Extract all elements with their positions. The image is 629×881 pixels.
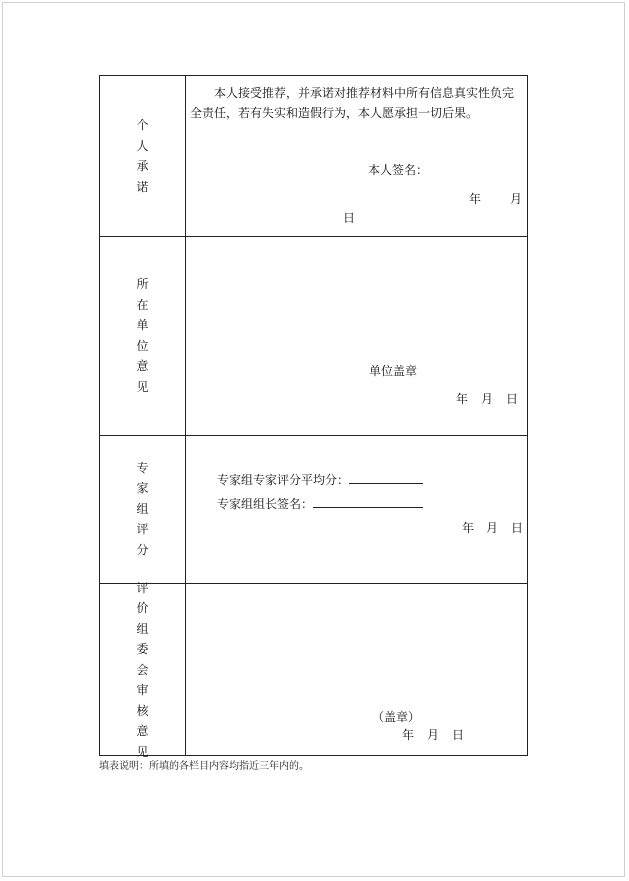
form-table — [99, 75, 528, 759]
signature-label: 本人签名： — [368, 163, 429, 177]
footnote: 填表说明：所填的各栏目内容均指近三年内的。 — [99, 761, 309, 772]
leader-signature-row — [217, 494, 423, 512]
vertical-label — [136, 458, 148, 561]
label-char: 见 — [136, 379, 149, 394]
label-char: 见 — [136, 744, 149, 759]
unit-opinion-label — [100, 236, 185, 435]
label-char: 评 — [136, 522, 149, 537]
unit-seal-label: 单位盖章 — [369, 364, 418, 378]
label-char: 核 — [136, 703, 149, 718]
label-char: 诺 — [136, 179, 149, 194]
expert-score-label — [100, 435, 185, 583]
label-char: 个 — [136, 118, 149, 132]
committee-review-label — [100, 580, 185, 759]
column-divider — [185, 76, 186, 755]
date-year: 年 — [469, 192, 482, 206]
label-char: 审 — [136, 683, 149, 698]
vertical-label — [136, 578, 148, 763]
label-char: 意 — [136, 724, 149, 739]
date-day: 日 — [343, 211, 356, 225]
label-char: 委 — [136, 642, 149, 657]
label-char: 意 — [136, 359, 149, 373]
label-char: 组 — [136, 621, 149, 636]
date-year: 年 — [456, 392, 469, 406]
label-char: 人 — [136, 138, 149, 153]
date-day: 日 — [452, 728, 465, 742]
avg-score-row — [217, 470, 423, 488]
vertical-label — [136, 115, 148, 197]
label-char: 在 — [136, 297, 149, 312]
leader-signature-blank[interactable] — [313, 494, 423, 508]
label-char: 单 — [136, 318, 149, 332]
label-char: 位 — [136, 338, 149, 353]
label-char: 会 — [136, 662, 149, 677]
label-char: 价 — [136, 601, 149, 616]
label-char: 分 — [136, 542, 149, 557]
date-year: 年 — [402, 728, 415, 742]
label-char: 家 — [136, 481, 149, 496]
date-month: 月 — [481, 392, 494, 406]
date-day: 日 — [511, 521, 524, 535]
label-char: 专 — [136, 460, 149, 475]
date-day: 日 — [506, 392, 519, 406]
date-month: 月 — [510, 192, 523, 206]
label-char: 承 — [136, 159, 149, 173]
label-char: 组 — [136, 501, 149, 516]
label-char: 所 — [136, 277, 149, 291]
date-month: 月 — [427, 728, 440, 742]
committee-seal-label: （盖章） — [372, 710, 421, 724]
personal-commitment-label — [100, 76, 185, 236]
vertical-label — [136, 274, 148, 397]
date-year: 年 — [462, 521, 475, 535]
avg-score-blank[interactable] — [349, 470, 423, 484]
commitment-statement: 本人接受推荐，并承诺对推荐材料中所有信息真实性负完全责任，若有失实和造假行为，本人愿承担一切后果。 — [190, 86, 515, 120]
leader-signature-label: 专家组组长签名： — [217, 497, 314, 511]
date-month: 月 — [486, 521, 499, 535]
label-char: 评 — [136, 580, 149, 595]
avg-score-label: 专家组专家评分平均分： — [217, 473, 350, 487]
